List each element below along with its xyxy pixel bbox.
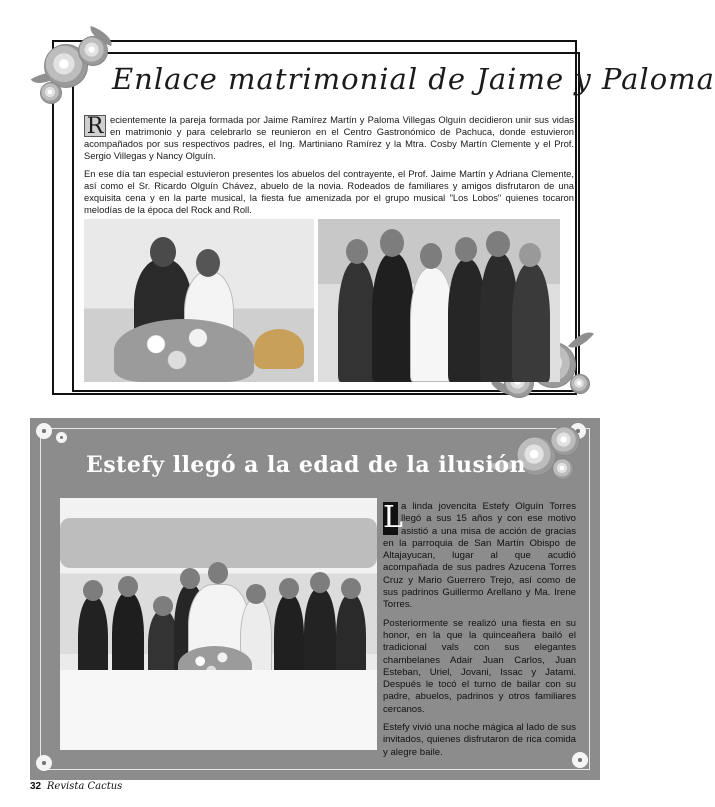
rose-ornament-top-left: [30, 26, 120, 106]
paragraph-text: ecientemente la pareja formada por Jaime Ramírez Martín y Paloma Villegas Olguín decidieron unir sus vidas en matrimonio y para celebrarlo se reunieron en el Centro Gastronómico de Pachuca, donde estuvieron acompañados por sus respectivos padres, el Ing. Martiniano Ramírez y la Mtra. Cosby Martín Clemente y el Prof. Sergio Villegas y Nancy Olguín.: [84, 114, 574, 161]
drop-cap: R: [84, 115, 106, 137]
blossom-ornament: [36, 755, 52, 771]
drop-cap: L: [383, 500, 403, 535]
article-paragraph: Estefy vivió una noche mágica al lado de sus invitados, quienes disfrutaron de rica comida y alegre baile.: [383, 722, 576, 758]
page-number: 32: [30, 781, 42, 792]
couple-photo: [84, 219, 314, 382]
article-body: [84, 114, 574, 222]
article-paragraph: [84, 114, 574, 162]
article-body: [383, 501, 576, 765]
article-title: Estefy llegó a la edad de la ilusión: [86, 452, 526, 478]
article-title: Enlace matrimonial de Jaime y Paloma: [112, 62, 715, 96]
page-footer: [30, 781, 122, 792]
blossom-ornament: [56, 432, 67, 443]
blossom-ornament: [36, 423, 52, 439]
magazine-name: Revista Cactus: [46, 781, 123, 792]
family-group-photo: [318, 219, 560, 382]
article-paragraph: [383, 501, 576, 612]
article-paragraph: En ese día tan especial estuvieron presentes los abuelos del contrayente, el Prof. Jaime Martín y Adriana Clemente, así como el Sr. Ricardo Olguín Chávez, abuelo de la novia. Rodeados de familiares y amigos disfrutaron de una exquisita cena y en la parte musical, la fiesta fue amenizada por el grupo musical "Los Lobos" quienes tocaron melodías de la época del Rock and Roll.: [84, 168, 574, 215]
quinceanera-group-photo: [60, 498, 377, 750]
paragraph-text: a linda jovencita Estefy Olguín Torres llegó a sus 15 años y con ese motivo asistió a una misa de acción de gracias en la parroquia de San Martín Obispo de Altajayucan, lugar al que acudió acompañada de sus padres Azucena Torres Cruz y Mario Guerrero Trejo, así como de sus padrinos Guillermo Arellano y Ma. Irene Torres.: [383, 501, 576, 611]
article-paragraph: Posteriormente se realizó una fiesta en su honor, en la que la quinceañera bailó el tradicional vals con sus elegantes chambelanes Adair Juan Carlos, Juan Esteban, Uriel, Jovani, Issac y Jatami. Después le tocó el turno de bailar con su padre, abuelos, padrinos y otros familiares cercanos.: [383, 617, 576, 715]
